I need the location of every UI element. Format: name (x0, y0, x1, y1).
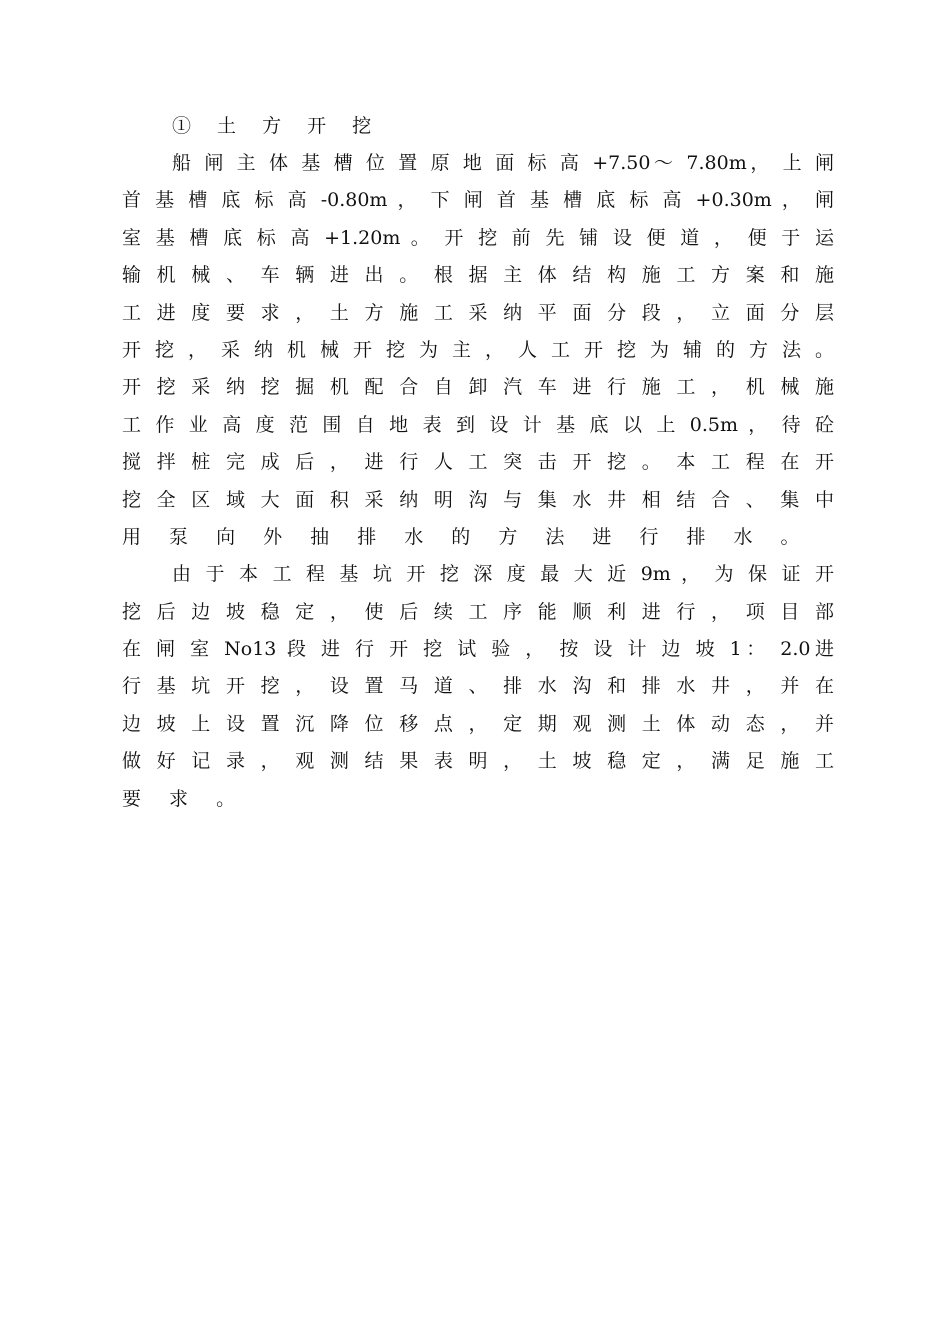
text-line: 搅 拌 桩 完 成 后 ， 进 行 人 工 突 击 开 挖 。 本 工 程 在 开 (122, 451, 834, 474)
text-line: 工 作 业 高 度 范 围 自 地 表 到 设 计 基 底 以 上 0.5m ， 待 砼 (122, 413, 834, 436)
text-line: 在 闸 室 No13 段 进 行 开 挖 试 验 ， 按 设 计 边 坡 1： 2.0进 (122, 638, 834, 661)
text-line: 开 挖 ， 采 纳 机 械 开 挖 为 主 ， 人 工 开 挖 为 辅 的 方 法 。 (122, 338, 834, 361)
text-line: 由 于 本 工 程 基 坑 开 挖 深 度 最 大 近 9m ， 为 保 证 开 (172, 563, 834, 586)
text-line: 要 求 。 (122, 787, 247, 810)
text-line: 行 基 坑 开 挖 ， 设 置 马 道 、 排 水 沟 和 排 水 井 ， 并 在 (122, 675, 834, 698)
text-line: 输 机 械 、 车 辆 进 出 。 根 据 主 体 结 构 施 工 方 案 和 施 (122, 264, 834, 287)
text-line: 做 好 记 录 ， 观 测 结 果 表 明 ， 土 坡 稳 定 ， 满 足 施 工 (122, 750, 834, 773)
text-line: 边 坡 上 设 置 沉 降 位 移 点 ， 定 期 观 测 土 体 动 态 ， 并 (122, 712, 834, 735)
text-line: 挖 全 区 域 大 面 积 采 纳 明 沟 与 集 水 井 相 结 合 、 集 中 (122, 488, 834, 511)
text-line: 船 闸 主 体 基 槽 位 置 原 地 面 标 高 +7.50～ 7.80m， 上 闸 (172, 152, 834, 174)
text-line: 首 基 槽 底 标 高 -0.80m ， 下 闸 首 基 槽 底 标 高 +0.30m ， 闸 (122, 189, 834, 212)
text-line: 挖 后 边 坡 稳 定 ， 使 后 续 工 序 能 顺 利 进 行 ， 项 目 部 (122, 600, 834, 623)
text-line: 用 泵 向 外 抽 排 水 的 方 法 进 行 排 水 。 (122, 525, 811, 548)
document-body (122, 108, 834, 818)
section-heading: ① 土 方 开 挖 (172, 115, 382, 137)
paragraph-slope-test (122, 556, 834, 818)
paragraph-earthwork-excavation (122, 145, 834, 556)
text-line: 室 基 槽 底 标 高 +1.20m 。 开 挖 前 先 铺 设 便 道 ， 便 于 运 (122, 226, 834, 249)
text-line: 工 进 度 要 求 ， 土 方 施 工 采 纳 平 面 分 段 ， 立 面 分 层 (122, 301, 834, 324)
text-line: 开 挖 采 纳 挖 掘 机 配 合 自 卸 汽 车 进 行 施 工 ， 机 械 施 (122, 376, 834, 399)
